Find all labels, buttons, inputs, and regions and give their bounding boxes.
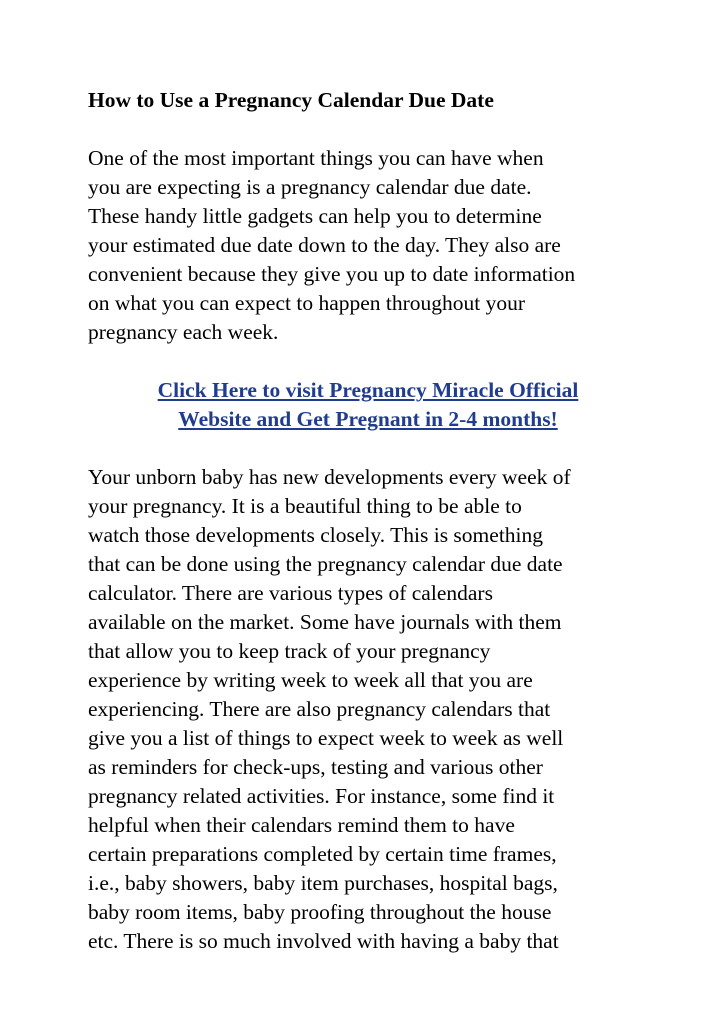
- paragraph-line: pregnancy each week.: [88, 320, 279, 344]
- paragraph-line: helpful when their calendars remind them to have: [88, 813, 515, 837]
- paragraph-line: pregnancy related activities. For instance, some find it: [88, 784, 555, 808]
- document-body: [88, 86, 648, 985]
- paragraph-intro: [88, 144, 648, 347]
- paragraph-line: certain preparations completed by certain time frames,: [88, 842, 557, 866]
- paragraph-line: you are expecting is a pregnancy calendar due date.: [88, 175, 532, 199]
- paragraph-line: Your unborn baby has new developments every week of: [88, 465, 571, 489]
- paragraph-line: watch those developments closely. This is something: [88, 523, 544, 547]
- paragraph-line: i.e., baby showers, baby item purchases, hospital bags,: [88, 871, 558, 895]
- promo-link-line[interactable]: Click Here to visit Pregnancy Miracle Official: [157, 378, 579, 402]
- promo-link-line[interactable]: Website and Get Pregnant in 2-4 months!: [178, 407, 558, 431]
- paragraph-line: give you a list of things to expect week to week as well: [88, 726, 564, 750]
- paragraph-line: baby room items, baby proofing throughout the house: [88, 900, 552, 924]
- paragraph-line: as reminders for check-ups, testing and various other: [88, 755, 543, 779]
- paragraph-line: These handy little gadgets can help you to determine: [88, 204, 542, 228]
- paragraph-line: that can be done using the pregnancy calendar due date: [88, 552, 563, 576]
- paragraph-developments: [88, 463, 648, 956]
- paragraph-line: experience by writing week to week all that you are: [88, 668, 533, 692]
- paragraph-line: that allow you to keep track of your pregnancy: [88, 639, 491, 663]
- promo-block: [88, 376, 648, 434]
- promo-link[interactable]: [88, 376, 648, 434]
- paragraph-line: etc. There is so much involved with having a baby that: [88, 929, 559, 953]
- paragraph-line: One of the most important things you can have when: [88, 146, 544, 170]
- paragraph-line: your estimated due date down to the day. They also are: [88, 233, 561, 257]
- paragraph-line: experiencing. There are also pregnancy calendars that: [88, 697, 551, 721]
- document-title: How to Use a Pregnancy Calendar Due Date: [88, 88, 494, 112]
- paragraph-line: your pregnancy. It is a beautiful thing to be able to: [88, 494, 522, 518]
- paragraph-line: convenient because they give you up to date information: [88, 262, 576, 286]
- paragraph-line: calculator. There are various types of calendars: [88, 581, 493, 605]
- paragraph-line: on what you can expect to happen throughout your: [88, 291, 526, 315]
- paragraph-line: available on the market. Some have journals with them: [88, 610, 562, 634]
